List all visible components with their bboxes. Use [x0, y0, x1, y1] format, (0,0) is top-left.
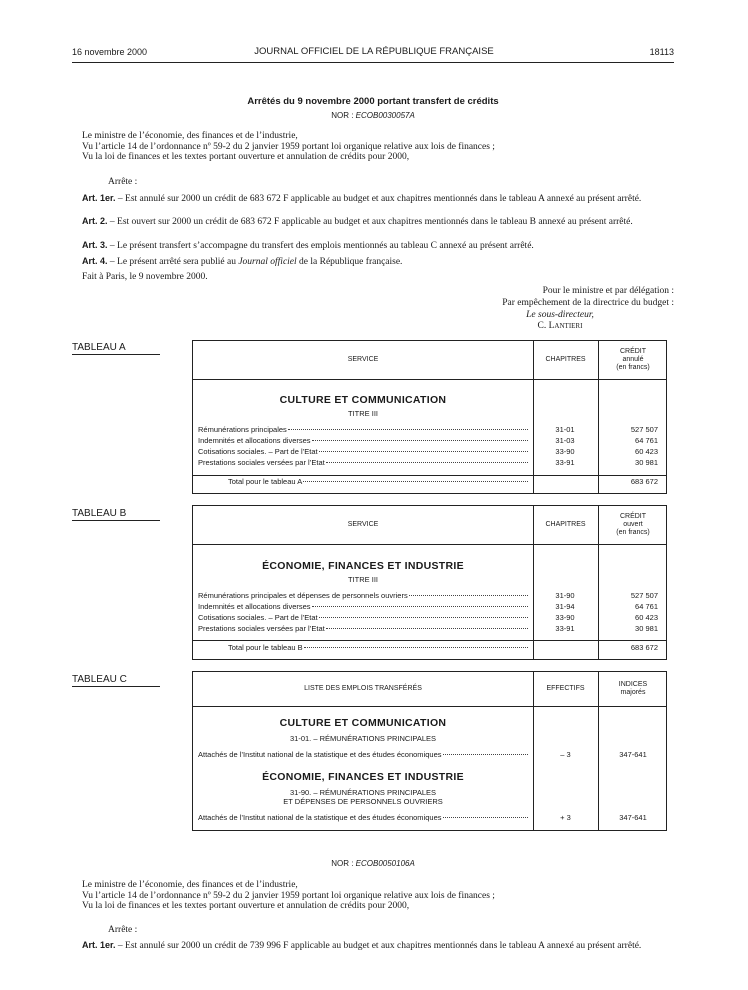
col-header-chapitres: CHAPITRES: [545, 356, 586, 363]
preamble-line: Le ministre de l’économie, des finances et de l’industrie,: [82, 880, 298, 890]
table-row-label: Cotisations sociales. – Part de l’Etat: [198, 447, 528, 457]
article-1-decree-2: [72, 940, 674, 952]
credit-header-line: (en francs): [616, 364, 650, 371]
arrete-heading: Arrête :: [108, 177, 138, 187]
tableau-b-label: TABLEAU B: [72, 508, 160, 521]
section-heading: CULTURE ET COMMUNICATION: [279, 394, 447, 406]
table-row-label: Indemnités et allocations diverses: [198, 602, 528, 612]
decree-title: Arrêtés du 9 novembre 2000 portant transfert de crédits: [247, 96, 499, 107]
effectif-value: + 3: [560, 813, 571, 822]
chapter-code: 33-91: [555, 624, 575, 633]
preamble-line: Vu l’article 14 de l’ordonnance nº 59-2 du 2 janvier 1959 portant loi organique relative aux lois de finances ;: [82, 141, 495, 152]
credit-amount: 60 423: [635, 447, 658, 456]
article-text: – Le présent transfert s’accompagne du transfert des emplois mentionnés au tableau C annexé au présent arrêté.: [109, 241, 534, 251]
chapter-code: 33-90: [555, 613, 575, 622]
preamble-line: Le ministre de l’économie, des finances et de l’industrie,: [82, 131, 298, 141]
chapter-code: 33-90: [555, 447, 575, 456]
arrete-heading-2: Arrête :: [108, 925, 138, 935]
table-row-label: Rémunérations principales et dépenses de personnels ouvriers: [198, 591, 528, 601]
article-text: de la République française.: [296, 257, 403, 267]
preamble-2: [72, 880, 674, 912]
nor-label: NOR :: [331, 859, 354, 868]
article-1: [72, 193, 674, 205]
credit-header-line: ouvert: [623, 521, 643, 528]
indices-header-line: INDICES: [618, 681, 648, 688]
section-heading: ÉCONOMIE, FINANCES ET INDUSTRIE: [262, 771, 464, 783]
credit-amount: 64 761: [635, 602, 658, 611]
chapter-heading: 31-01. – RÉMUNÉRATIONS PRINCIPALES: [289, 734, 436, 743]
preamble-line: Vu la loi de finances et les textes portant ouverture et annulation de crédits pour 2000,: [82, 152, 410, 162]
credit-amount: 64 761: [635, 436, 658, 445]
signature-name: C. Lantieri: [537, 321, 583, 331]
col-header-credit: [598, 513, 668, 537]
article-label: Art. 2.: [82, 216, 108, 226]
credit-header-line: (en francs): [616, 529, 650, 536]
article-2: [72, 216, 674, 228]
signature-title: Le sous-directeur,: [526, 310, 594, 320]
credit-header-line: annulé: [622, 356, 644, 363]
page-number: 18113: [649, 47, 674, 57]
signature-line: Pour le ministre et par délégation :: [542, 286, 674, 296]
table-row-label: Attachés de l’Institut national de la statistique et des études économiques: [198, 750, 528, 760]
chapter-heading: ET DÉPENSES DE PERSONNELS OUVRIERS: [283, 797, 443, 806]
credit-amount: 60 423: [635, 613, 658, 622]
credit-amount: 527 507: [630, 591, 658, 600]
article-3: [72, 240, 674, 252]
col-header-credit: [598, 348, 668, 372]
col-header-liste: LISTE DES EMPLOIS TRANSFÉRÉS: [304, 685, 422, 692]
col-header-service: SERVICE: [347, 356, 379, 363]
titre-heading: TITRE III: [348, 409, 378, 418]
table-row-label: Attachés de l’Institut national de la statistique et des études économiques: [198, 813, 528, 823]
indices-value: 347-641: [619, 813, 647, 822]
preamble-line: Vu l’article 14 de l’ordonnance nº 59-2 du 2 janvier 1959 portant loi organique relative aux lois de finances ;: [82, 890, 495, 901]
article-4: [72, 256, 674, 268]
chapter-heading: 31-90. – RÉMUNÉRATIONS PRINCIPALES: [289, 788, 436, 797]
effectif-value: – 3: [560, 750, 571, 759]
journal-officiel-italic: Journal officiel: [238, 257, 297, 267]
article-text: – Le présent arrêté sera publié au: [109, 257, 239, 267]
chapter-code: 31-01: [555, 425, 575, 434]
article-text: – Est annulé sur 2000 un crédit de 739 996 F applicable au budget et aux chapitres mentionnés dans le tableau A annexé au présent arrêté.: [117, 941, 642, 951]
tableau-c-label: TABLEAU C: [72, 674, 160, 687]
titre-heading: TITRE III: [348, 575, 378, 584]
indices-value: 347-641: [619, 750, 647, 759]
tableau-c: [192, 671, 667, 831]
nor-reference-2: [72, 859, 674, 868]
col-header-service: SERVICE: [347, 521, 379, 528]
article-text: – Est annulé sur 2000 un crédit de 683 672 F applicable au budget et aux chapitres mentionnés dans le tableau A annexé au présent arrêté.: [117, 194, 642, 204]
table-row-label: Cotisations sociales. – Part de l’Etat: [198, 613, 528, 623]
total-amount: 683 672: [630, 477, 658, 486]
fait-a-paris: Fait à Paris, le 9 novembre 2000.: [82, 272, 208, 282]
chapter-code: 31-94: [555, 602, 575, 611]
credit-amount: 30 981: [635, 624, 658, 633]
indices-header-line: majorés: [620, 689, 646, 696]
header-divider: [193, 544, 666, 545]
tableau-a: [192, 340, 667, 494]
credit-amount: 30 981: [635, 458, 658, 467]
total-divider: [193, 640, 666, 641]
header-rule: [72, 62, 674, 63]
nor-reference: [72, 111, 674, 120]
tableau-b: [192, 505, 667, 660]
tableau-a-label: TABLEAU A: [72, 342, 160, 355]
col-header-effectifs: EFFECTIFS: [546, 685, 585, 692]
col-header-chapitres: CHAPITRES: [545, 521, 586, 528]
preamble: [72, 131, 674, 163]
nor-code: ECOB0030057A: [355, 111, 415, 120]
total-label: Total pour le tableau A: [228, 477, 528, 487]
table-row-label: Prestations sociales versées par l’Etat: [198, 624, 528, 634]
journal-title: JOURNAL OFFICIEL DE LA RÉPUBLIQUE FRANÇAISE: [254, 46, 494, 57]
article-label: Art. 1er.: [82, 940, 116, 950]
total-label: Total pour le tableau B: [228, 643, 528, 653]
table-row-label: Rémunérations principales: [198, 425, 528, 435]
section-heading: CULTURE ET COMMUNICATION: [279, 717, 447, 729]
header-date: 16 novembre 2000: [72, 47, 148, 57]
section-heading: ÉCONOMIE, FINANCES ET INDUSTRIE: [262, 560, 464, 572]
article-label: Art. 3.: [82, 240, 108, 250]
signature-line: Par empêchement de la directrice du budget :: [502, 298, 674, 308]
credit-amount: 527 507: [630, 425, 658, 434]
article-label: Art. 4.: [82, 256, 108, 266]
table-row-label: Indemnités et allocations diverses: [198, 436, 528, 446]
article-text: – Est ouvert sur 2000 un crédit de 683 672 F applicable au budget et aux chapitres mentionnés dans le tableau B annexé au présent arrêté.: [109, 217, 633, 227]
nor-code: ECOB0050106A: [355, 859, 415, 868]
chapter-code: 33-91: [555, 458, 575, 467]
total-divider: [193, 475, 666, 476]
col-header-indices: [598, 681, 668, 697]
table-row-label: Prestations sociales versées par l’Etat: [198, 458, 528, 468]
preamble-line: Vu la loi de finances et les textes portant ouverture et annulation de crédits pour 2000,: [82, 901, 410, 911]
credit-header-line: CRÉDIT: [619, 513, 647, 520]
article-label: Art. 1er.: [82, 193, 116, 203]
chapter-code: 31-03: [555, 436, 575, 445]
nor-label: NOR :: [331, 111, 354, 120]
header-divider: [193, 379, 666, 380]
total-amount: 683 672: [630, 643, 658, 652]
chapter-code: 31-90: [555, 591, 575, 600]
credit-header-line: CRÉDIT: [619, 348, 647, 355]
header-divider: [193, 706, 666, 707]
